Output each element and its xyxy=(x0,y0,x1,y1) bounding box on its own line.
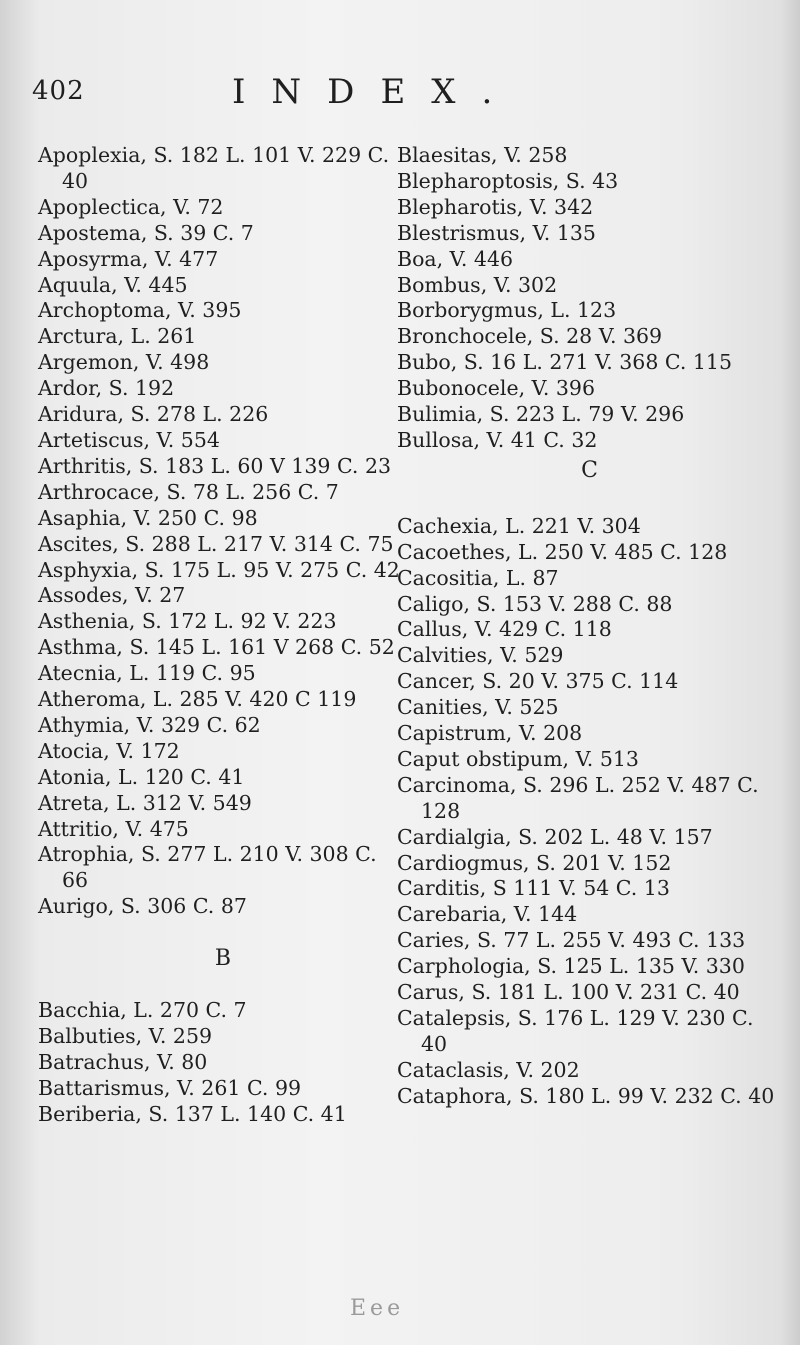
index-entry: Apoplectica, V. 72 xyxy=(38,194,224,219)
index-entry: Argemon, V. 498 xyxy=(38,350,210,375)
index-entry: Borborygmus, L. 123 xyxy=(397,298,617,323)
index-entry: Ardor, S. 192 xyxy=(38,376,175,401)
index-entry: Beriberia, S. 137 L. 140 C. 41 xyxy=(38,1101,347,1126)
index-entry: Catalepsis, S. 176 L. 129 V. 230 C. 40 xyxy=(397,1006,760,1056)
index-entry: Carcinoma, S. 296 L. 252 V. 487 C. 128 xyxy=(397,772,766,823)
index-entry: Capistrum, V. 208 xyxy=(397,721,583,746)
index-entry: Boa, V. 446 xyxy=(397,246,514,271)
entry-list-c xyxy=(397,514,782,1110)
index-entry: Aurigo, S. 306 C. 87 xyxy=(38,894,247,919)
index-entry: Caput obstipum, V. 513 xyxy=(397,746,639,771)
index-entry: Blepharotis, V. 342 xyxy=(397,194,594,219)
page-number: 402 xyxy=(32,76,85,106)
index-entry: Balbuties, V. 259 xyxy=(38,1024,213,1048)
index-entry: Bubo, S. 16 L. 271 V. 368 C. 115 xyxy=(397,350,733,375)
index-entry: Attritio, V. 475 xyxy=(38,816,189,841)
index-entry: Athymia, V. 329 C. 62 xyxy=(38,712,261,737)
section-letter-b: B xyxy=(214,946,232,972)
index-entry: Artetiscus, V. 554 xyxy=(38,427,220,452)
index-entry: Atecnia, L. 119 C. 95 xyxy=(38,661,256,686)
right-column xyxy=(397,143,782,1110)
index-entry: Cataphora, S. 180 L. 99 V. 232 C. 40 xyxy=(397,1083,775,1108)
index-entry: Asthma, S. 145 L. 161 V 268 C. 52 xyxy=(38,635,395,660)
index-entry: Asthenia, S. 172 L. 92 V. 223 xyxy=(38,609,337,634)
index-entry: Aposyrma, V. 477 xyxy=(38,246,219,271)
index-entry: Cardialgia, S. 202 L. 48 V. 157 xyxy=(397,824,713,849)
page-edge-shadow xyxy=(780,0,800,1345)
index-entry: Arctura, L. 261 xyxy=(38,324,197,349)
index-entry: Ascites, S. 288 L. 217 V. 314 C. 75 xyxy=(38,531,394,556)
index-entry: Bubonocele, V. 396 xyxy=(397,376,595,401)
index-entry: Carphologia, S. 125 L. 135 V. 330 xyxy=(397,954,745,979)
section-letter-c: C xyxy=(581,457,598,483)
left-column xyxy=(38,143,408,1128)
index-entry: Bacchia, L. 270 C. 7 xyxy=(38,998,247,1023)
index-entry: Asaphia, V. 250 C. 98 xyxy=(38,505,258,530)
entry-list-b xyxy=(38,998,408,1128)
index-entry: Cataclasis, V. 202 xyxy=(397,1057,580,1082)
index-entry: Cacoethes, L. 250 V. 485 C. 128 xyxy=(397,539,728,564)
index-entry: Apostema, S. 39 C. 7 xyxy=(38,220,254,245)
index-entry: Asphyxia, S. 175 L. 95 V. 275 C. 42 xyxy=(38,557,400,582)
index-entry: Archoptoma, V. 395 xyxy=(38,298,242,323)
index-entry: Blepharoptosis, S. 43 xyxy=(397,168,619,193)
index-entry: Arthritis, S. 183 L. 60 V 139 C. 23 xyxy=(38,453,392,478)
index-entry: Carebaria, V. 144 xyxy=(397,902,578,927)
index-entry: Cachexia, L. 221 V. 304 xyxy=(397,513,641,538)
signature-mark: Eee xyxy=(350,1296,405,1321)
index-entry: Carus, S. 181 L. 100 V. 231 C. 40 xyxy=(397,980,740,1005)
index-entry: Caries, S. 77 L. 255 V. 493 C. 133 xyxy=(397,928,746,953)
index-entry: Bulimia, S. 223 L. 79 V. 296 xyxy=(397,402,685,427)
index-entry: Atonia, L. 120 C. 41 xyxy=(38,764,245,789)
index-entry: Battarismus, V. 261 C. 99 xyxy=(38,1075,302,1100)
index-entry: Caligo, S. 153 V. 288 C. 88 xyxy=(397,591,673,616)
running-title: INDEX. xyxy=(232,72,519,112)
page-header xyxy=(32,70,772,120)
entry-list-a xyxy=(38,143,408,920)
index-entry: Cacositia, L. 87 xyxy=(397,565,559,590)
index-entry: Arthrocace, S. 78 L. 256 C. 7 xyxy=(38,479,339,504)
index-entry: Aquula, V. 445 xyxy=(38,272,188,297)
index-entry: Carditis, S 111 V. 54 C. 13 xyxy=(397,876,670,901)
index-entry: Callus, V. 429 C. 118 xyxy=(397,617,612,642)
entry-list-b-continued xyxy=(397,143,782,454)
index-entry: Batrachus, V. 80 xyxy=(38,1049,208,1074)
index-entry: Apoplexia, S. 182 L. 101 V. 229 C. 40 xyxy=(38,143,396,193)
index-entry: Atheroma, L. 285 V. 420 C 119 xyxy=(38,687,357,712)
index-entry: Bombus, V. 302 xyxy=(397,272,558,297)
index-entry: Bronchocele, S. 28 V. 369 xyxy=(397,324,663,349)
index-entry: Atreta, L. 312 V. 549 xyxy=(38,790,252,815)
index-entry: Bullosa, V. 41 C. 32 xyxy=(397,427,598,452)
index-entry: Canities, V. 525 xyxy=(397,695,559,720)
index-entry: Blaesitas, V. 258 xyxy=(397,143,568,167)
index-entry: Assodes, V. 27 xyxy=(38,583,186,608)
index-entry: Atrophia, S. 277 L. 210 V. 308 C. 66 xyxy=(38,842,384,893)
index-entry: Aridura, S. 278 L. 226 xyxy=(38,402,269,427)
index-entry: Blestrismus, V. 135 xyxy=(397,220,596,245)
index-entry: Cardiogmus, S. 201 V. 152 xyxy=(397,850,672,875)
index-entry: Cancer, S. 20 V. 375 C. 114 xyxy=(397,669,679,694)
index-entry: Atocia, V. 172 xyxy=(38,738,180,763)
index-entry: Calvities, V. 529 xyxy=(397,643,564,668)
